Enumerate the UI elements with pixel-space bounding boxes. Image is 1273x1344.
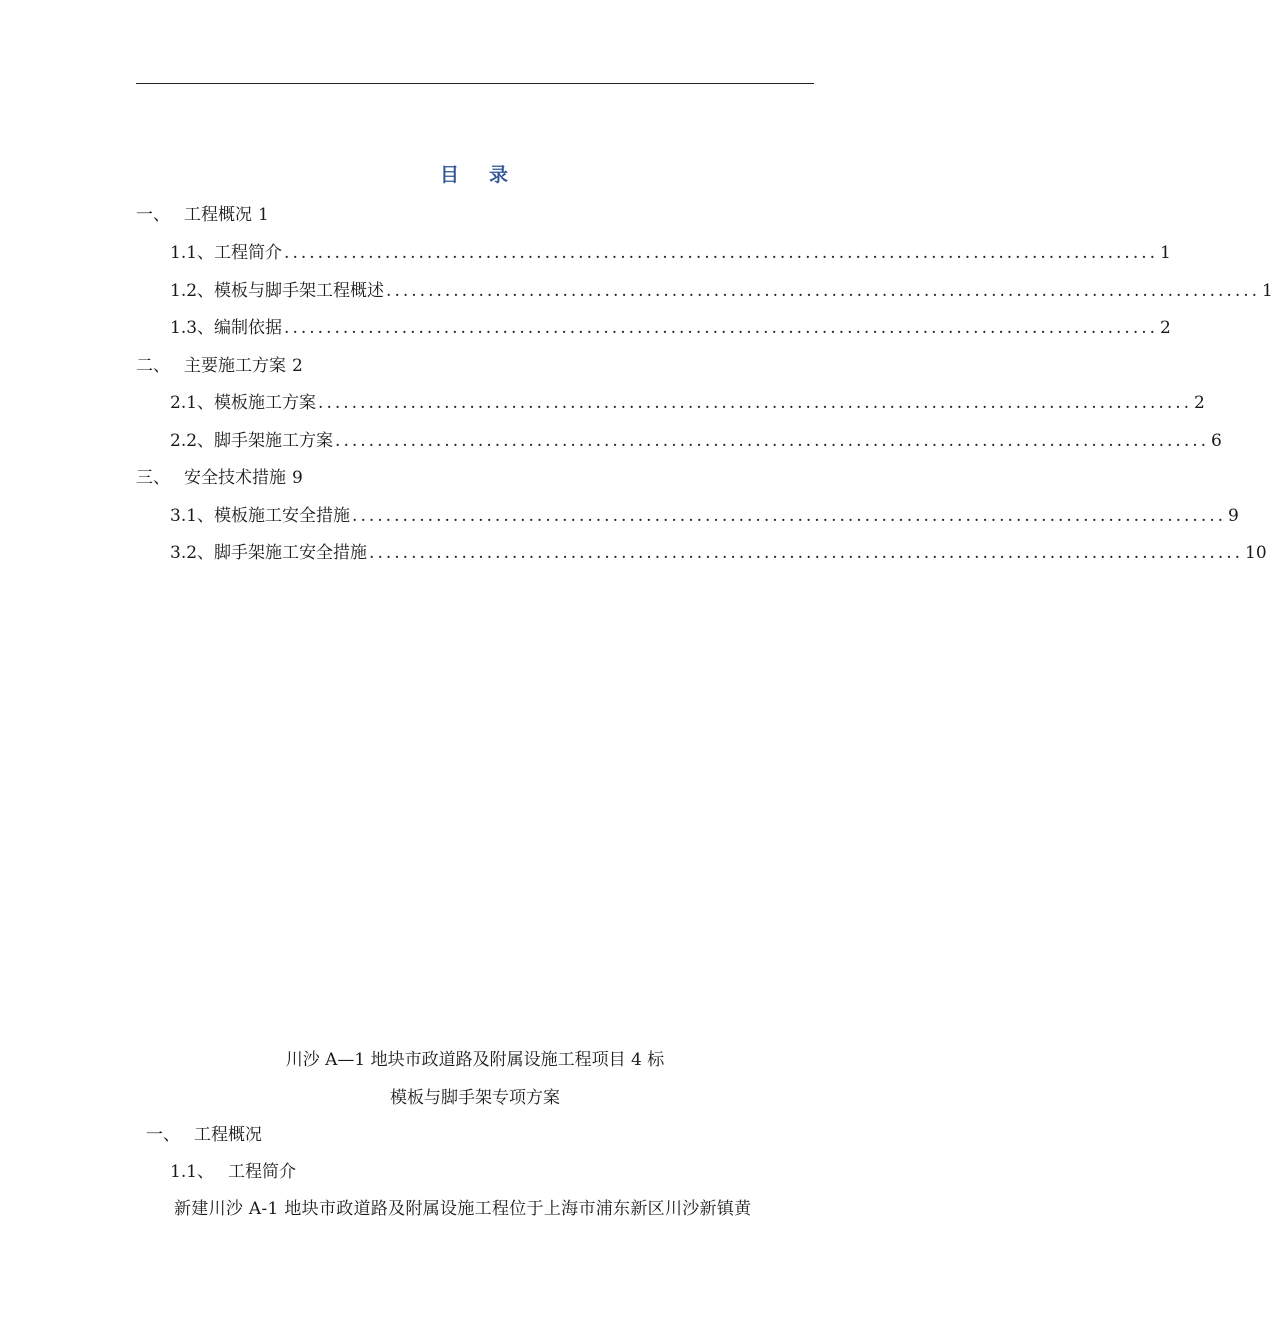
toc-entry[interactable] (136, 351, 536, 377)
toc-title-char-1: 目 (439, 164, 461, 186)
toc-leader-dots: ........................................................................................................ (318, 393, 1193, 413)
toc-entry-page: 2 (1194, 393, 1205, 413)
section-title: 工程概况 (194, 1125, 262, 1145)
toc-entry-number: 2.2、 (170, 431, 215, 451)
toc-entry-number: 1.3、 (170, 318, 215, 338)
subsection-title: 工程简介 (228, 1162, 296, 1182)
subsection-heading (170, 1157, 296, 1182)
toc-title-char-2: 录 (489, 164, 511, 186)
toc-entry-number: 1.2、 (170, 281, 215, 301)
toc-title (0, 160, 950, 187)
toc-entry[interactable] (170, 276, 1273, 302)
toc-entry[interactable] (170, 426, 1222, 452)
toc-entry[interactable] (170, 501, 1239, 527)
toc-leader-dots: ........................................................................................................ (335, 431, 1210, 451)
toc-entry-page: 2 (292, 356, 303, 376)
toc-entry-page: 9 (1228, 506, 1239, 526)
toc-entry-page: 10 (1245, 543, 1267, 563)
toc-entry-text: 模板施工方案 (214, 393, 317, 413)
toc-entry[interactable] (136, 463, 536, 489)
toc-entry-text: 脚手架施工方案 (214, 431, 334, 451)
toc-entry[interactable] (170, 538, 1267, 564)
toc-leader-dots: ........................................................................................................ (284, 243, 1159, 263)
toc-entry-text: 模板与脚手架工程概述 (214, 281, 385, 301)
section-number: 一、 (146, 1125, 180, 1145)
toc-entry-page: 9 (292, 468, 303, 488)
subsection-number: 1.1、 (170, 1162, 215, 1182)
header-rule (136, 83, 814, 84)
toc-entry-text: 安全技术措施 (184, 468, 286, 488)
body-paragraph: 新建川沙 A-1 地块市政道路及附属设施工程位于上海市浦东新区川沙新镇黄 (174, 1199, 752, 1219)
toc-leader-dots: ........................................................................................................ (369, 543, 1244, 563)
document-title-line-2: 模板与脚手架专项方案 (390, 1088, 560, 1108)
toc-entry-text: 工程简介 (214, 243, 283, 263)
toc-leader-dots: ........................................................................................................ (352, 506, 1227, 526)
toc-entry[interactable] (170, 238, 1171, 264)
toc-entry-page: 1 (258, 205, 269, 225)
toc-entry-page: 1 (1160, 243, 1171, 263)
toc-entry-text: 编制依据 (214, 318, 283, 338)
section-heading (146, 1120, 262, 1145)
toc-entry[interactable] (170, 313, 1171, 339)
toc-entry-text: 主要施工方案 (184, 356, 286, 376)
toc-entry-number: 2.1、 (170, 393, 215, 413)
toc-entry-number: 三、 (136, 468, 170, 488)
toc-entry-page: 1 (1262, 281, 1273, 301)
toc-entry-number: 3.1、 (170, 506, 215, 526)
toc-entry-text: 脚手架施工安全措施 (214, 543, 368, 563)
toc-entry-number: 一、 (136, 205, 170, 225)
toc-entry-number: 1.1、 (170, 243, 215, 263)
toc-entry-text: 模板施工安全措施 (214, 506, 351, 526)
toc-entry-page: 2 (1160, 318, 1171, 338)
toc-entry-text: 工程概况 (184, 205, 252, 225)
toc-entry-number: 3.2、 (170, 543, 215, 563)
toc-leader-dots: ........................................................................................................ (284, 318, 1159, 338)
toc-entry-number: 二、 (136, 356, 170, 376)
toc-entry[interactable] (136, 200, 536, 226)
toc-entry[interactable] (170, 388, 1205, 414)
document-title-line-1: 川沙 A—1 地块市政道路及附属设施工程项目 4 标 (285, 1050, 665, 1070)
toc-entry-page: 6 (1211, 431, 1222, 451)
toc-leader-dots: ........................................................................................................ (386, 281, 1261, 301)
